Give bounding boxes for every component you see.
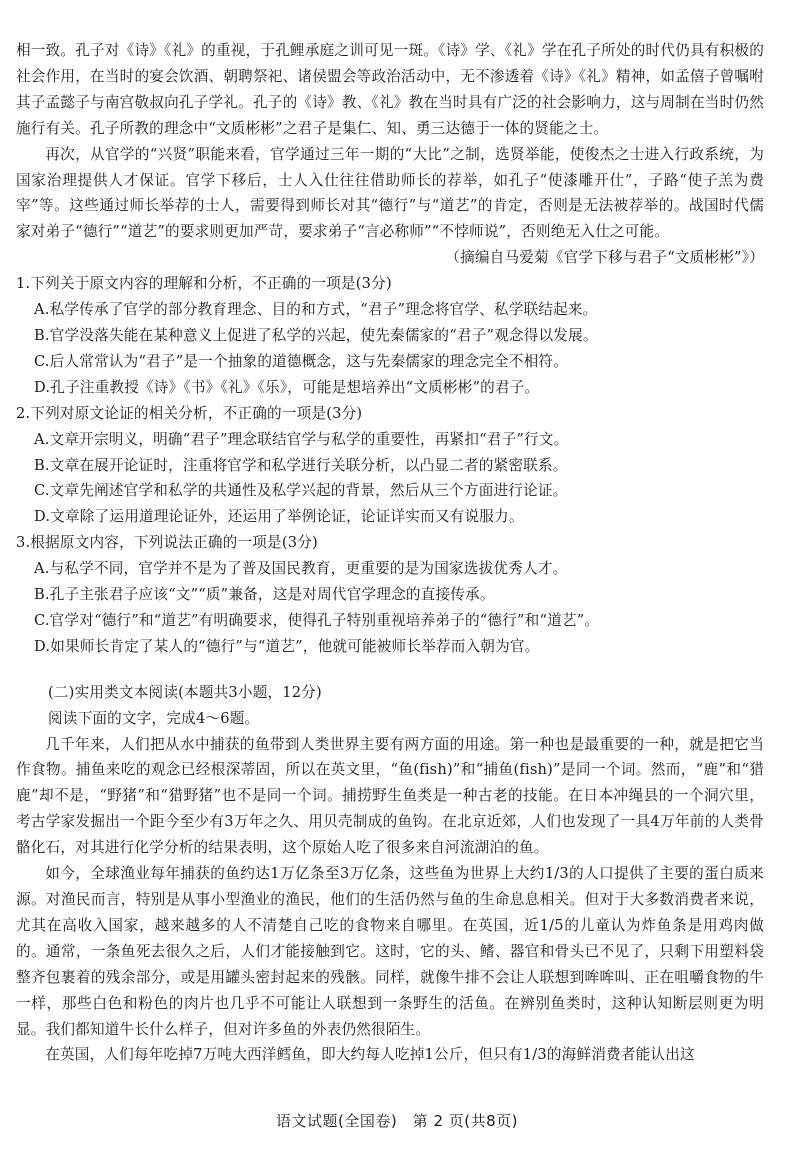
- question-option: A.私学传承了官学的部分教育理念、目的和方式，“君子”理念将官学、私学联结起来。: [34, 301, 598, 319]
- question-option: D.孔子注重教授《诗》《书》《礼》《乐》，可能是想培养出“文质彬彬”的君子。: [34, 378, 540, 396]
- question-option: B.文章在展开论证时，注重将官学和私学进行关联分析，以凸显二者的紧密联系。: [34, 456, 568, 474]
- question-stem: 2.下列对原文论证的相关分析，不正确的一项是(3分): [16, 404, 363, 422]
- section-gap: [16, 660, 764, 680]
- question-3: [16, 530, 764, 660]
- passage-paragraph-1: 相一致。孔子对《诗》《礼》的重视，于孔鲤承庭之训可见一斑。《诗》学、《礼》学在孔子所处的时代仍具有积极的社会作用，在当时的宴会饮酒、朝聘祭祀、诸侯盟会等政治活动中，无不渗透着《诗》《礼》精神，如孟僖子曾嘱咐其子孟懿子与南宫敬叔向孔子学礼。孔子的《诗》教、《礼》教在当时具有广泛的社会影响力，这与周制在当时仍然施行有关。孔子所教的理念中“文质彬彬”之君子是集仁、知、勇三达德于一体的贤能之士。: [16, 42, 764, 137]
- passage-source: （摘编自马爱菊《官学下移与君子“文质彬彬”》）: [445, 249, 764, 267]
- passage-paragraph-2: 再次，从官学的“兴贤”职能来看，官学通过三年一期的“大比”之制，选贤举能，使俊杰之士进入行政系统，为国家治理提供人才保证。官学下移后，士人入仕往往借助师长的荐举，如孔子“使漆雕开仕”，子路“使子羔为费宰”等。这些通过师长举荐的士人，需要得到师长对其“德行”与“道艺”的肯定，否则是无法被荐举的。战国时代儒家对弟子“德行”“道艺”的要求则更加严苛，要求弟子“言必称师”“不悖师说”，否则绝无入仕之可能。: [16, 145, 764, 241]
- question-option: D.文章除了运用道理论证外，还运用了举例论证，论证详实而又有说服力。: [34, 508, 524, 526]
- section-instruction: 阅读下面的文字，完成4～6题。: [48, 709, 260, 727]
- question-option: A.文章开宗明义，明确“君子”理念联结官学与私学的重要性，再紧扣“君子”行文。: [34, 430, 569, 448]
- text-paragraph-2: 如今，全球渔业每年捕获的鱼约达1万亿条至3万亿条，这些鱼为世界上大约1/3的人口提供了主要的蛋白质来源。对渔民而言，特别是从事小型渔业的渔民，他们的生活仍然与鱼的生命息息相关。但对于大多数消费者来说，尤其在高收入国家，越来越多的人不清楚自己吃的食物来自哪里。在英国，近1/5的儿童认为炸鱼条是用鸡肉做的。通常，一条鱼死去很久之后，人们才能接触到它。这时，它的头、鳍、器官和骨头已不见了，只剩下用塑料袋整齐包裹着的残余部分，或是用罐头密封起来的残骸。同样，就像牛排不会让人联想到哞哞叫、正在咀嚼食物的牛一样，那些白色和粉色的肉片也几乎不可能让人联想到一条野生的活鱼。在辨别鱼类时，这种认知断层则更为明显。我们都知道牛长什么样子，但对许多鱼的外表仍然很陌生。: [16, 865, 764, 1038]
- question-stem: 3.根据原文内容，下列说法正确的一项是(3分): [16, 534, 318, 552]
- question-option: B.官学没落失能在某种意义上促进了私学的兴起，使先秦儒家的“君子”观念得以发展。: [34, 326, 598, 344]
- question-option: C.文章先阐述官学和私学的共通性及私学兴起的背景，然后从三个方面进行论证。: [34, 482, 568, 500]
- question-option: A.与私学不同，官学并不是为了普及国民教育，更重要的是为国家选拔优秀人才。: [34, 560, 568, 578]
- text-paragraph-3: 在英国，人们每年吃掉7万吨大西洋鳕鱼，即大约每人吃掉1公斤，但只有1/3的海鲜消费者能认出这: [45, 1046, 695, 1064]
- question-option: B.孔子主张君子应该“文”“质”兼备，这是对周代官学理念的直接传承。: [34, 586, 495, 604]
- section-heading: (二)实用类文本阅读(本题共3小题，12分): [48, 683, 322, 701]
- question-1: [16, 271, 764, 401]
- question-stem: 1.下列关于原文内容的理解和分析，不正确的一项是(3分): [16, 275, 392, 293]
- text-paragraph-1: 几千年来，人们把从水中捕获的鱼带到人类世界主要有两方面的用途。第一种也是最重要的一种，就是把它当作食物。捕鱼来吃的观念已经根深蒂固，所以在英文里，“鱼(fish)”和“捕鱼(fish)”是同一个词。然而，“鹿”和“猎鹿”却不是，“野猪”和“猎野猪”也不是同一个词。捕捞野生鱼类是一种古老的技能。在日本冲绳县的一个洞穴里，考古学家发掘出一个距今至少有3万年之久、用贝壳制成的鱼钩。在北京近郊，人们也发现了一具4万年前的人类骨骼化石，对其进行化学分析的结果表明，这个原始人吃了很多来自河流湖泊的鱼。: [16, 735, 764, 857]
- question-option: D.如果师长肯定了某人的“德行”与“道艺”，他就可能被师长举荐而入朝为官。: [34, 637, 540, 655]
- page-footer: 语文试题(全国卷) 第 2 页(共8页): [275, 1112, 519, 1130]
- question-option: C.后人常常认为“君子”是一个抽象的道德概念，这与先秦儒家的理念完全不相符。: [34, 352, 568, 370]
- question-2: [16, 401, 764, 531]
- question-option: C.官学对“德行”和“道艺”有明确要求，使得孔子特别重视培养弟子的“德行”和“道艺”。: [34, 611, 600, 629]
